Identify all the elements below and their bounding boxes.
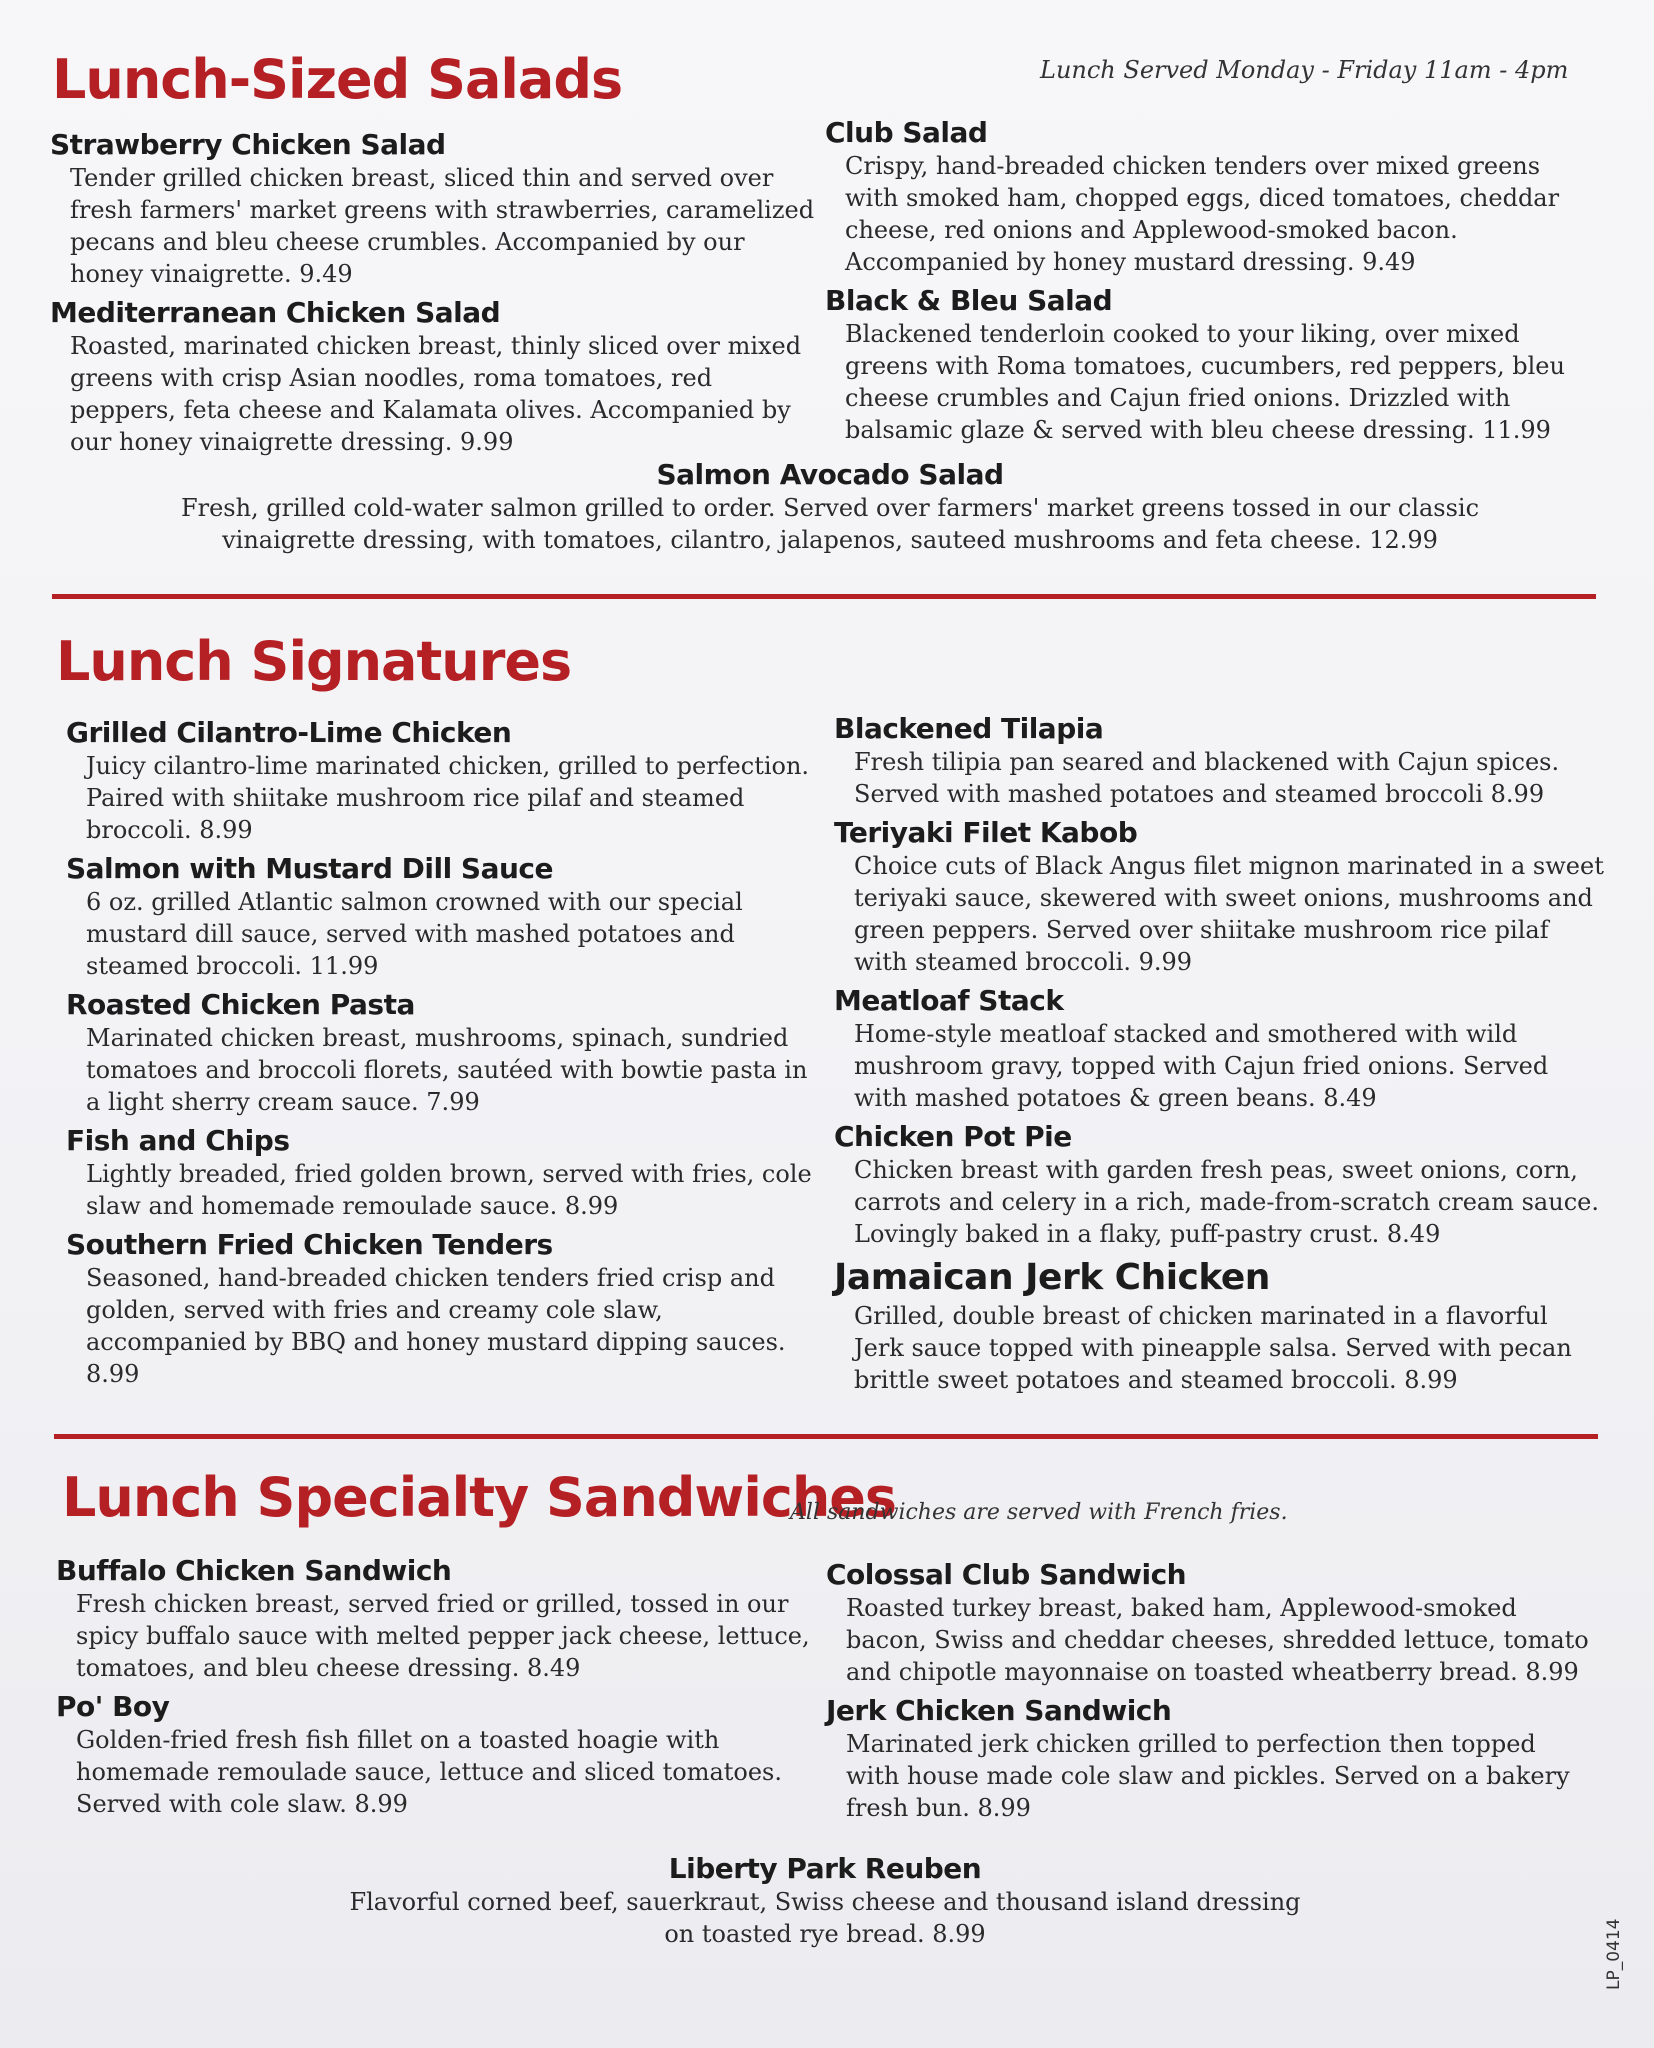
menu-item-salmon-avocado-salad bbox=[180, 458, 1480, 562]
menu-item-southern-fried-chicken-tenders bbox=[66, 1228, 826, 1390]
section-title-signatures: Lunch Signatures bbox=[56, 630, 572, 693]
item-name: Roasted Chicken Pasta bbox=[66, 988, 415, 1021]
item-description-line-1: Flavorful corned beef, sauerkraut, Swiss cheese and thousand island dressing bbox=[349, 1888, 1301, 1916]
item-description: Marinated jerk chicken grilled to perfection then topped with house made cole slaw and pickles. Served on a bakery fresh bun. 8.99 bbox=[846, 1730, 1570, 1822]
item-description: Marinated chicken breast, mushrooms, spinach, sundried tomatoes and broccoli florets, sautéed with bowtie pasta in a light sherry cream sauce. 7.99 bbox=[86, 1024, 808, 1116]
salads-left-column bbox=[50, 128, 820, 464]
menu-item-meatloaf-stack bbox=[834, 984, 1604, 1114]
item-description: Fresh, grilled cold-water salmon grilled to order. Served over farmers' market greens tossed in our classic vinaigrette dressing, with tomatoes, cilantro, jalapenos, sauteed mushrooms and feta cheese. 12.99 bbox=[180, 494, 1480, 554]
signatures-right-column bbox=[834, 712, 1604, 1402]
print-code: LP_0414 bbox=[1604, 1918, 1624, 1990]
menu-item-teriyaki-filet-kabob bbox=[834, 816, 1604, 978]
item-name: Liberty Park Reuben bbox=[668, 1852, 982, 1885]
item-name: Salmon Avocado Salad bbox=[656, 458, 1004, 491]
item-name: Teriyaki Filet Kabob bbox=[834, 816, 1138, 849]
item-description: Tender grilled chicken breast, sliced thin and served over fresh farmers' market greens with strawberries, caramelized pecans and bleu cheese crumbles. Accompanied by our honey vinaigrette. 9.49 bbox=[70, 164, 815, 288]
menu-item-po-boy bbox=[56, 1690, 826, 1820]
menu-item-club-salad bbox=[825, 116, 1565, 278]
item-name: Buffalo Chicken Sandwich bbox=[56, 1554, 452, 1587]
item-name: Strawberry Chicken Salad bbox=[50, 128, 446, 161]
lunch-hours-note: Lunch Served Monday - Friday 11am - 4pm bbox=[1040, 56, 1569, 84]
menu-item-blackened-tilapia bbox=[834, 712, 1604, 810]
item-name: Black & Bleu Salad bbox=[825, 284, 1113, 317]
menu-item-colossal-club-sandwich bbox=[826, 1558, 1596, 1688]
menu-item-liberty-park-reuben bbox=[260, 1852, 1390, 1956]
menu-item-salmon-mustard-dill bbox=[66, 852, 826, 982]
item-description: Choice cuts of Black Angus filet mignon marinated in a sweet teriyaki sauce, skewered with sweet onions, mushrooms and green peppers. Served over shiitake mushroom rice pilaf with steamed broccoli. 9.99 bbox=[854, 852, 1604, 976]
item-description: Juicy cilantro-lime marinated chicken, grilled to perfection. Paired with shiitake mushroom rice pilaf and steamed broccoli. 8.99 bbox=[86, 752, 810, 844]
salads-right-column bbox=[825, 116, 1565, 452]
item-name: Po' Boy bbox=[56, 1690, 170, 1723]
sandwiches-left-column bbox=[56, 1554, 826, 1826]
item-name: Chicken Pot Pie bbox=[834, 1120, 1072, 1153]
item-description: Roasted, marinated chicken breast, thinly sliced over mixed greens with crisp Asian noodles, roma tomatoes, red peppers, feta cheese and Kalamata olives. Accompanied by our honey vinaigrette dressing. 9.99 bbox=[70, 332, 802, 456]
item-description: Fresh tilipia pan seared and blackened with Cajun spices. Served with mashed potatoes and steamed broccoli 8.99 bbox=[854, 748, 1560, 808]
menu-item-mediterranean-chicken-salad bbox=[50, 296, 820, 458]
item-name: Meatloaf Stack bbox=[834, 984, 1064, 1017]
menu-item-buffalo-chicken-sandwich bbox=[56, 1554, 826, 1684]
menu-item-fish-and-chips bbox=[66, 1124, 826, 1222]
sandwiches-note: All sandwiches are served with French fries. bbox=[790, 1500, 1288, 1525]
item-name: Jerk Chicken Sandwich bbox=[826, 1694, 1172, 1727]
signatures-left-column bbox=[66, 716, 826, 1396]
item-description-line-2: on toasted rye bread. 8.99 bbox=[664, 1920, 986, 1948]
menu-item-grilled-cilantro-lime-chicken bbox=[66, 716, 826, 846]
item-description: Home-style meatloaf stacked and smothered with wild mushroom gravy, topped with Cajun fried onions. Served with mashed potatoes & green beans. 8.49 bbox=[854, 1020, 1549, 1112]
item-description: Golden-fried fresh fish fillet on a toasted hoagie with homemade remoulade sauce, lettuce and sliced tomatoes. Served with cole slaw. 8.99 bbox=[76, 1726, 782, 1818]
item-description: 6 oz. grilled Atlantic salmon crowned with our special mustard dill sauce, served with mashed potatoes and steamed broccoli. 11.99 bbox=[86, 888, 743, 980]
menu-item-chicken-pot-pie bbox=[834, 1120, 1604, 1250]
section-title-sandwiches: Lunch Specialty Sandwiches bbox=[62, 1466, 897, 1529]
item-name: Jamaican Jerk Chicken bbox=[834, 1257, 1270, 1298]
section-title-salads: Lunch-Sized Salads bbox=[52, 48, 623, 111]
item-name: Club Salad bbox=[825, 116, 988, 149]
item-description: Seasoned, hand-breaded chicken tenders fried crisp and golden, served with fries and creamy cole slaw, accompanied by BBQ and honey mustard dipping sauces. 8.99 bbox=[86, 1264, 786, 1388]
item-description: Crispy, hand-breaded chicken tenders over mixed greens with smoked ham, chopped eggs, diced tomatoes, cheddar cheese, red onions and Applewood-smoked bacon. Accompanied by honey mustard dressing. 9.49 bbox=[845, 152, 1560, 276]
menu-item-jamaican-jerk-chicken bbox=[834, 1256, 1604, 1396]
item-name: Fish and Chips bbox=[66, 1124, 290, 1157]
item-description: Fresh chicken breast, served fried or grilled, tossed in our spicy buffalo sauce with melted pepper jack cheese, lettuce, tomatoes, and bleu cheese dressing. 8.49 bbox=[76, 1590, 810, 1682]
item-name: Blackened Tilapia bbox=[834, 712, 1104, 745]
menu-item-roasted-chicken-pasta bbox=[66, 988, 826, 1118]
menu-item-black-bleu-salad bbox=[825, 284, 1565, 446]
item-name: Southern Fried Chicken Tenders bbox=[66, 1228, 553, 1261]
item-name: Mediterranean Chicken Salad bbox=[50, 296, 501, 329]
item-description: Chicken breast with garden fresh peas, sweet onions, corn, carrots and celery in a rich, made-from-scratch cream sauce. Lovingly baked in a flaky, puff-pastry crust. 8.49 bbox=[854, 1156, 1599, 1248]
item-name: Colossal Club Sandwich bbox=[826, 1558, 1187, 1591]
item-description: Lightly breaded, fried golden brown, served with fries, cole slaw and homemade remoulade sauce. 8.99 bbox=[86, 1160, 812, 1220]
section-divider bbox=[54, 1434, 1598, 1439]
item-description: Grilled, double breast of chicken marinated in a flavorful Jerk sauce topped with pineapple salsa. Served with pecan brittle sweet potatoes and steamed broccoli. 8.99 bbox=[854, 1302, 1572, 1394]
item-name: Salmon with Mustard Dill Sauce bbox=[66, 852, 553, 885]
item-description: Roasted turkey breast, baked ham, Applewood-smoked bacon, Swiss and cheddar cheeses, shredded lettuce, tomato and chipotle mayonnaise on toasted wheatberry bread. 8.99 bbox=[846, 1594, 1589, 1686]
menu-item-strawberry-chicken-salad bbox=[50, 128, 820, 290]
section-divider bbox=[52, 594, 1596, 599]
menu-item-jerk-chicken-sandwich bbox=[826, 1694, 1596, 1824]
sandwiches-right-column bbox=[826, 1558, 1596, 1830]
item-description: Blackened tenderloin cooked to your liking, over mixed greens with Roma tomatoes, cucumbers, red peppers, bleu cheese crumbles and Cajun fried onions. Drizzled with balsamic glaze & served with bleu cheese dressing. 11.99 bbox=[845, 320, 1565, 444]
item-name: Grilled Cilantro-Lime Chicken bbox=[66, 716, 512, 749]
